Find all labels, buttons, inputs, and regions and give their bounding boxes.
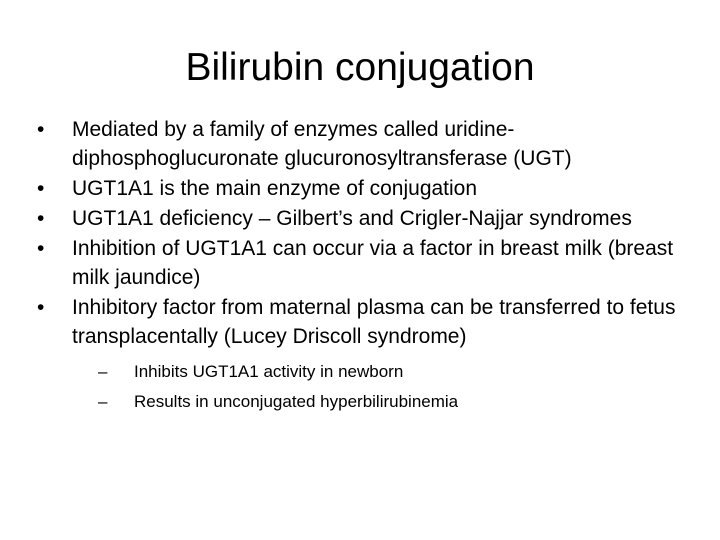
bullet-text: UGT1A1 deficiency – Gilbert’s and Crigler-Najjar syndromes <box>72 207 632 230</box>
bullet-marker: • <box>37 207 45 230</box>
sub-bullet-item <box>98 387 686 417</box>
bullet-text: UGT1A1 is the main enzyme of conjugation <box>72 177 478 200</box>
bullet-text: Inhibitory factor from maternal plasma can be transferred to fetus transplacentally (Lucey Driscoll syndrome) <box>72 296 676 348</box>
sub-bullet-text: Results in unconjugated hyperbilirubinemia <box>134 392 459 411</box>
bullet-item <box>36 115 686 173</box>
sub-bullet-text: Inhibits UGT1A1 activity in newborn <box>134 362 404 381</box>
sub-bullet-item <box>98 357 686 387</box>
bullet-item <box>36 174 686 203</box>
bullet-item <box>36 234 686 292</box>
sub-bullet-list <box>36 357 686 417</box>
bullet-text: Inhibition of UGT1A1 can occur via a factor in breast milk (breast milk jaundice) <box>72 237 674 289</box>
slide-content <box>36 115 686 417</box>
slide-title: Bilirubin conjugation <box>185 46 535 89</box>
sub-bullet-marker: – <box>98 362 108 381</box>
bullet-text: Mediated by a family of enzymes called uridine-diphosphoglucuronate glucuronosyltransferase (UGT) <box>72 118 572 170</box>
bullet-marker: • <box>37 237 45 260</box>
bullet-list <box>36 115 686 351</box>
bullet-item <box>36 293 686 351</box>
bullet-marker: • <box>37 118 45 141</box>
bullet-item <box>36 204 686 233</box>
bullet-marker: • <box>37 296 45 319</box>
bullet-marker: • <box>37 177 45 200</box>
sub-bullet-marker: – <box>98 392 108 411</box>
